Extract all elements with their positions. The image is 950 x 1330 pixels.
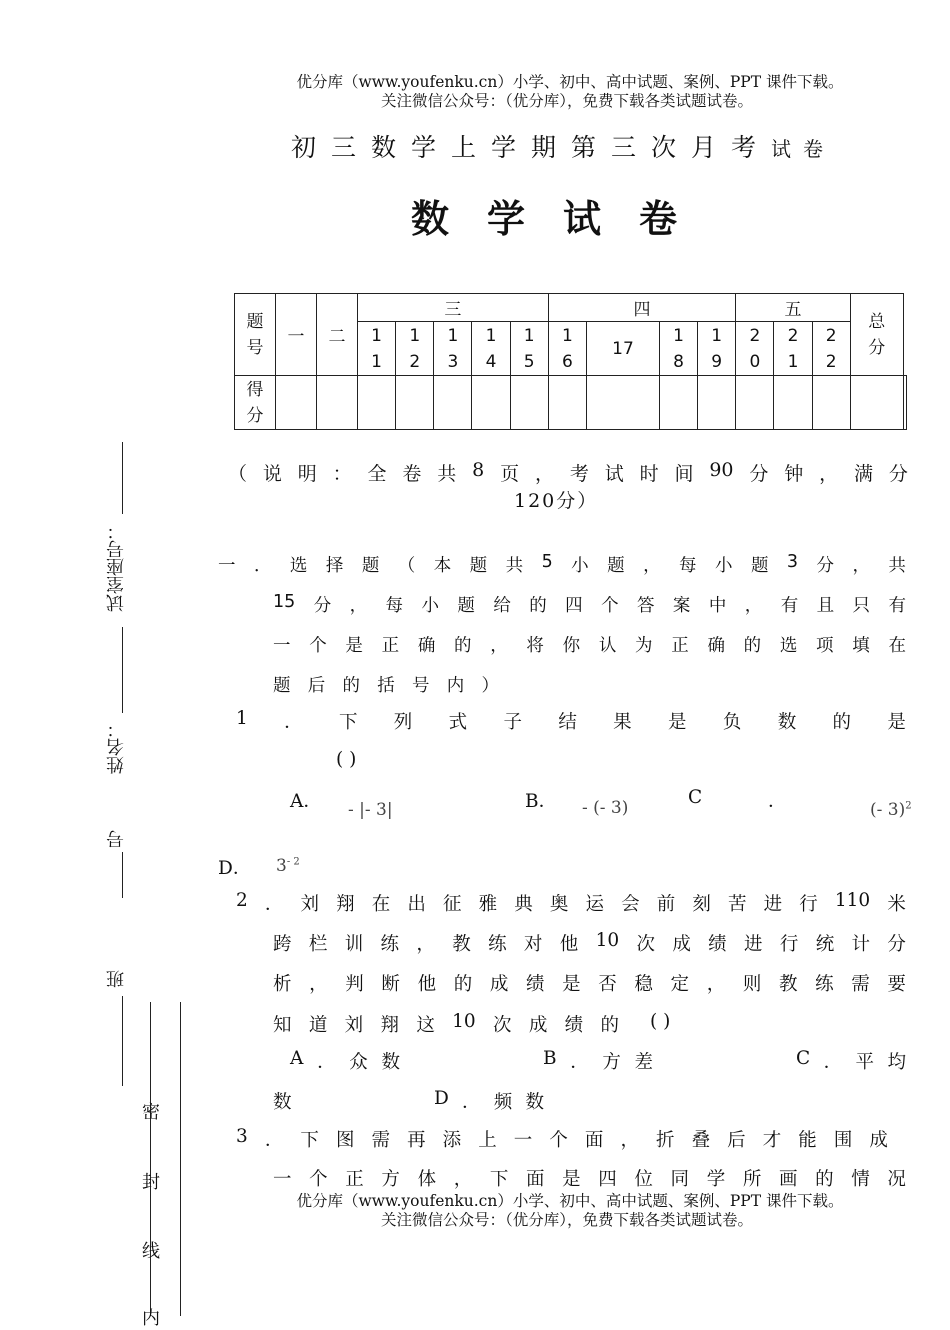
exam-title-main: 初三数学上学期第三次月考 <box>290 133 771 162</box>
class-blank-line <box>122 996 123 1086</box>
score-cell[interactable] <box>317 376 358 430</box>
q1-bracket: ( ) <box>336 749 357 770</box>
question-number-17: 17 <box>586 322 659 376</box>
q2-option-c-cont: 数 <box>273 1092 292 1113</box>
score-cell[interactable] <box>812 376 850 430</box>
q2-line-4: 知 道 刘 翔 这 10 次 成 绩 的 <box>273 1011 619 1036</box>
q1-option-d-expr <box>276 856 300 876</box>
exam-note-line-1: （ 说 明 ： 全 卷 共 8 页 ， 考 试 时 间 90 分 钟 ， 满 分 <box>228 459 908 485</box>
q1-option-a-label: A． <box>290 791 322 812</box>
q3-line-2: 一 个 正 方 体 ， 下 面 是 四 位 同 学 所 画 的 情 况 <box>273 1169 906 1190</box>
exam-title-suffix: 试卷 <box>771 137 835 161</box>
q1-option-c-label: C <box>688 787 703 808</box>
name-label: 姓名： <box>106 720 127 774</box>
seat-blank-line-top <box>122 442 123 514</box>
score-cell[interactable] <box>850 376 903 430</box>
question-number-14: 1 4 <box>472 322 510 376</box>
q1-stem: 1 ． 下 列 式 子 结 果 是 负 数 的 是 <box>236 708 906 733</box>
class-label: 班 <box>106 970 127 988</box>
question-number-22: 2 2 <box>812 322 850 376</box>
question-number-11: 1 1 <box>358 322 396 376</box>
score-cell[interactable] <box>774 376 812 430</box>
score-cell[interactable] <box>434 376 472 430</box>
number-label: 号 <box>106 830 127 848</box>
q1-option-c-expr <box>870 800 912 820</box>
score-cell[interactable] <box>472 376 510 430</box>
section1-line-3: 一 个 是 正 确 的 ， 将 你 认 为 正 确 的 选 项 填 在 <box>273 636 906 656</box>
q1-option-c-base: (- 3) <box>870 800 906 820</box>
score-cell[interactable] <box>586 376 659 430</box>
score-table <box>234 293 907 430</box>
q2-option-b: B ． 方 差 <box>543 1048 653 1073</box>
q1-option-c-exponent: 2 <box>905 800 912 812</box>
seal-char-3: 线 <box>142 1241 160 1262</box>
subject-title: 数学试卷 <box>410 196 715 241</box>
score-cell[interactable] <box>548 376 586 430</box>
exam-note-line-2 <box>514 486 598 513</box>
section1-line-1: 一 ． 选 择 题 （ 本 题 共 5 小 题 ， 每 小 题 3 分 ， 共 <box>218 552 906 576</box>
q1-option-b-expr: - (- 3) <box>582 798 629 818</box>
q2-option-c: C ． 平 均 <box>796 1048 906 1073</box>
seat-label: 试室座号： <box>106 522 127 612</box>
q2-option-d: D ． 频 数 <box>434 1088 544 1113</box>
q1-option-c-dot: ． <box>768 791 787 812</box>
q1-option-d-label: D． <box>218 858 252 879</box>
score-cell[interactable] <box>698 376 736 430</box>
q2-line-2: 跨 栏 训 练 ， 教 练 对 他 10 次 成 绩 进 行 统 计 分 <box>273 930 906 955</box>
exam-note-line-2-text: 120分） <box>514 490 599 512</box>
seal-char-1: 密 <box>142 1102 160 1123</box>
question-number-13: 1 3 <box>434 322 472 376</box>
name-blank-line <box>122 627 123 713</box>
q2-line-3: 析 ， 判 断 他 的 成 绩 是 否 稳 定 ， 则 教 练 需 要 <box>273 974 906 995</box>
score-cell[interactable] <box>396 376 434 430</box>
section1-line-2: 15 分 ， 每 小 题 给 的 四 个 答 案 中 ， 有 且 只 有 <box>273 592 906 616</box>
q2-line-1: 2 ． 刘 翔 在 出 征 雅 典 奥 运 会 前 刻 苦 进 行 110 米 <box>236 890 906 915</box>
number-blank-line <box>122 852 123 898</box>
q1-option-d-base: 3 <box>276 856 287 876</box>
footer-line-2: 关注微信公众号：（优分库），免费下载各类试题试卷。 <box>380 1211 753 1229</box>
question-number-15: 1 5 <box>510 322 548 376</box>
question-number-18: 1 8 <box>659 322 697 376</box>
question-number-16: 1 6 <box>548 322 586 376</box>
score-cell[interactable] <box>903 376 906 430</box>
q2-option-a: A ． 众 数 <box>290 1048 400 1073</box>
question-number-20: 2 0 <box>736 322 774 376</box>
q2-bracket: ( ) <box>650 1011 671 1032</box>
seal-line-right <box>180 1002 181 1316</box>
q1-option-d-exponent: - 2 <box>286 856 300 868</box>
seal-char-2: 封 <box>142 1172 160 1193</box>
exam-title <box>0 128 950 164</box>
seal-line-left <box>150 1002 151 1316</box>
section-3-header: 三 <box>358 294 549 322</box>
question-number-21: 2 1 <box>774 322 812 376</box>
score-cell[interactable] <box>510 376 548 430</box>
section1-line-4: 题 后 的 括 号 内 ） <box>273 676 499 696</box>
q1-option-b-label: B． <box>525 791 558 812</box>
score-cell[interactable] <box>276 376 317 430</box>
question-number-19: 1 9 <box>698 322 736 376</box>
header-line-1: 优分库（www.youfenku.cn）小学、初中、高中试题、案例、PPT 课件下载。 <box>296 73 844 91</box>
section-5-header: 五 <box>736 294 850 322</box>
total-header: 总 分 <box>850 294 903 376</box>
seal-char-4: 内 <box>142 1308 160 1329</box>
section-4-header: 四 <box>548 294 736 322</box>
footer-line-1: 优分库（www.youfenku.cn）小学、初中、高中试题、案例、PPT 课件下载。 <box>296 1192 844 1210</box>
q1-option-a-expr: - |- 3| <box>348 800 393 820</box>
question-number-12: 1 2 <box>396 322 434 376</box>
score-cell[interactable] <box>358 376 396 430</box>
row-label-score: 得 分 <box>235 376 276 430</box>
score-cell[interactable] <box>736 376 774 430</box>
q3-line-1: 3 ． 下 图 需 再 添 上 一 个 面 ， 折 叠 后 才 能 围 成 <box>236 1126 888 1151</box>
row-label-question: 题 号 <box>235 294 276 376</box>
header-line-2: 关注微信公众号：（优分库），免费下载各类试题试卷。 <box>380 92 753 110</box>
section-2-header: 二 <box>317 294 358 376</box>
section-1-header: 一 <box>276 294 317 376</box>
score-cell[interactable] <box>659 376 697 430</box>
